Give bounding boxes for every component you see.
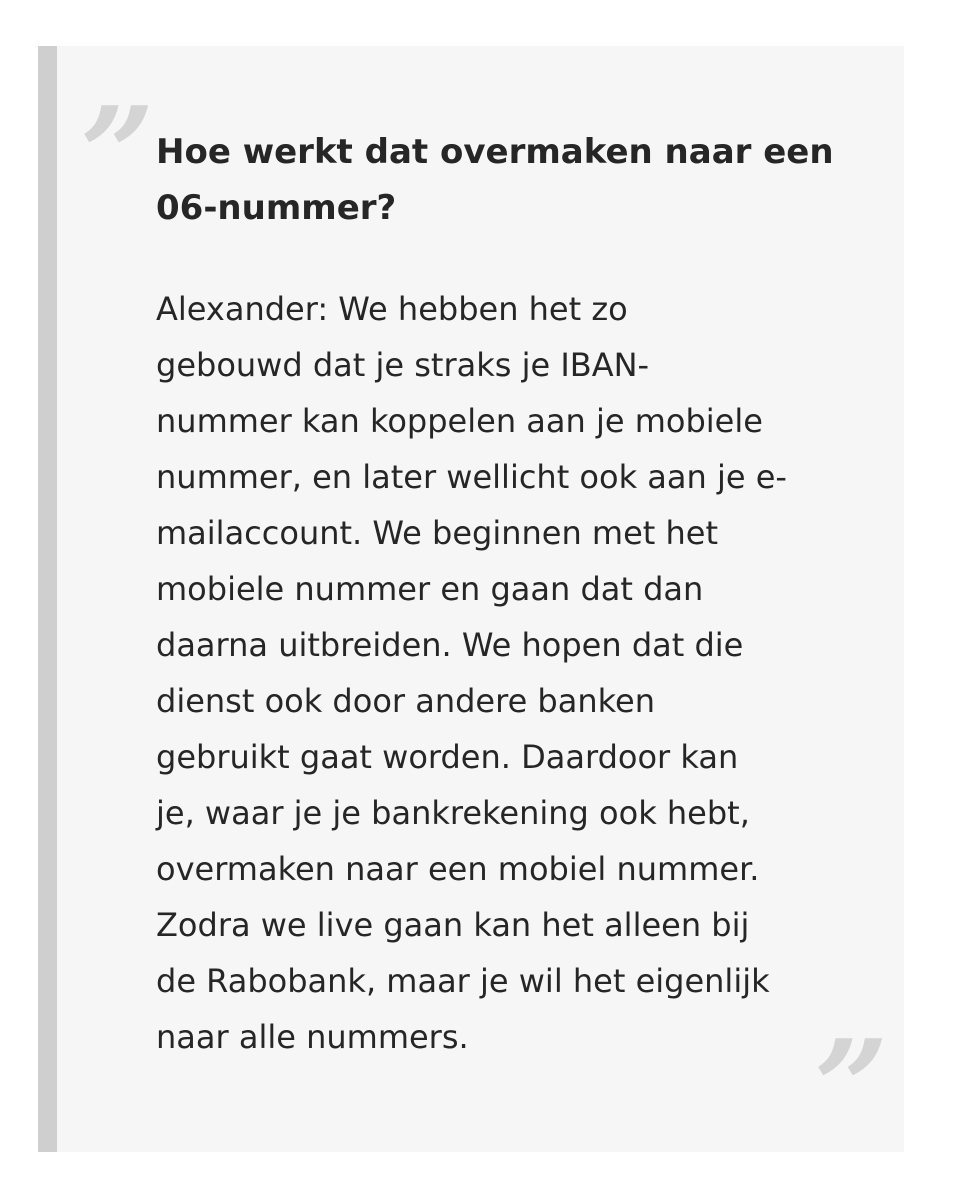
quote-block <box>38 46 904 1164</box>
answer-line: nummer kan koppelen aan je mobiele <box>156 402 763 440</box>
answer-line: naar alle nummers. <box>156 1018 469 1056</box>
interview-answer <box>156 281 876 1065</box>
answer-line: dienst ook door andere banken <box>156 682 655 720</box>
answer-line: Zodra we live gaan kan het alleen bij <box>156 906 750 944</box>
question-line: 06-nummer? <box>156 188 397 228</box>
answer-line: nummer, en later wellicht ook aan je e- <box>156 458 787 496</box>
answer-line: gebouwd dat je straks je IBAN- <box>156 346 650 384</box>
answer-line: daarna uitbreiden. We hopen dat die <box>156 626 744 664</box>
open-quote-icon: ” <box>80 78 137 231</box>
interview-question <box>156 124 856 236</box>
answer-line: gebruikt gaat worden. Daardoor kan <box>156 738 739 776</box>
answer-line: overmaken naar een mobiel nummer. <box>156 850 760 888</box>
answer-line: de Rabobank, maar je wil het eigenlijk <box>156 962 770 1000</box>
answer-line: mobiele nummer en gaan dat dan <box>156 570 704 608</box>
close-quote-icon: ” <box>814 1011 871 1164</box>
question-line: Hoe werkt dat overmaken naar een <box>156 132 834 172</box>
answer-line: mailaccount. We beginnen met het <box>156 514 719 552</box>
answer-line: je, waar je je bankrekening ook hebt, <box>156 794 750 832</box>
quote-accent-bar <box>38 46 57 1152</box>
answer-line: Alexander: We hebben het zo <box>156 290 628 328</box>
